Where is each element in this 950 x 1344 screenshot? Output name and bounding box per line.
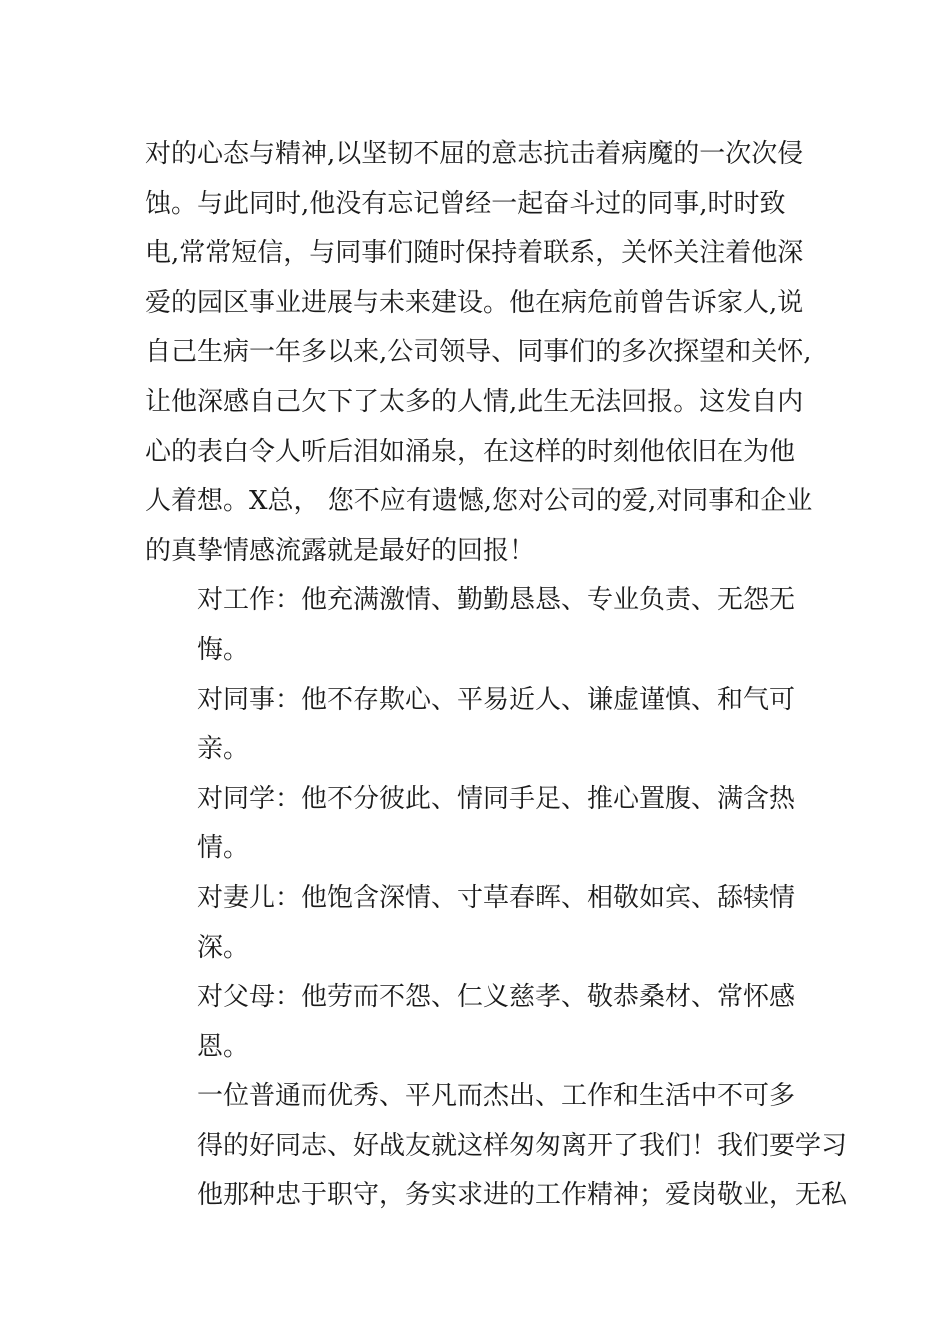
- text-line: 蚀。与此同时,他没有忘记曾经一起奋斗过的同事,时时致: [145, 188, 786, 219]
- paragraph: [145, 576, 807, 675]
- paragraph: [145, 775, 807, 874]
- text-line: 人着想。X总， 您不应有遗憾,您对公司的爱,对同事和企业: [145, 486, 813, 517]
- document-page: [145, 130, 848, 1221]
- text-line: 悔。: [197, 634, 250, 665]
- text-line: 爱的园区事业进展与未来建设。他在病危前曾告诉家人,说: [145, 287, 804, 318]
- text-line: 对同学：他不分彼此、情同手足、推心置腹、满含热: [197, 783, 796, 814]
- text-line: 对妻儿：他饱含深情、寸草春晖、相敬如宾、舔犊情: [197, 882, 796, 913]
- text-line: 得的好同志、好战友就这样匆匆离开了我们！我们要学习: [197, 1130, 848, 1161]
- text-line: 对同事：他不存欺心、平易近人、谦虚谨慎、和气可: [197, 684, 796, 715]
- paragraph: [145, 874, 807, 973]
- text-line: 对工作：他充满激情、勤勤恳恳、专业负责、无怨无: [197, 585, 796, 616]
- text-line: 自己生病一年多以来,公司领导、同事们的多次探望和关怀,: [145, 337, 812, 368]
- text-line: 他那种忠于职守，务实求进的工作精神；爱岗敬业，无私: [197, 1180, 848, 1211]
- text-line: 深。: [197, 932, 250, 963]
- paragraph: [145, 676, 807, 775]
- document-body: [145, 130, 848, 1221]
- paragraph: [145, 130, 813, 576]
- text-line: 情。: [197, 833, 250, 864]
- text-line: 亲。: [197, 734, 250, 765]
- text-line: 让他深感自己欠下了太多的人情,此生无法回报。这发自内: [145, 386, 804, 417]
- text-line: 对父母：他劳而不怨、仁义慈孝、敬恭桑材、常怀感: [197, 982, 796, 1013]
- text-line: 一位普通而优秀、平凡而杰出、工作和生活中不可多: [197, 1081, 796, 1112]
- paragraph: [145, 1072, 848, 1221]
- text-line: 对的心态与精神,以坚韧不屈的意志抗击着病魔的一次次侵: [145, 139, 804, 169]
- text-line: 电,常常短信，与同事们随时保持着联系，关怀关注着他深: [145, 238, 804, 269]
- text-line: 心的表白令人听后泪如涌泉，在这样的时刻他依旧在为他: [145, 436, 796, 467]
- paragraph: [145, 973, 807, 1072]
- text-line: 的真挚情感流露就是最好的回报！: [145, 535, 536, 566]
- text-line: 恩。: [197, 1031, 250, 1062]
